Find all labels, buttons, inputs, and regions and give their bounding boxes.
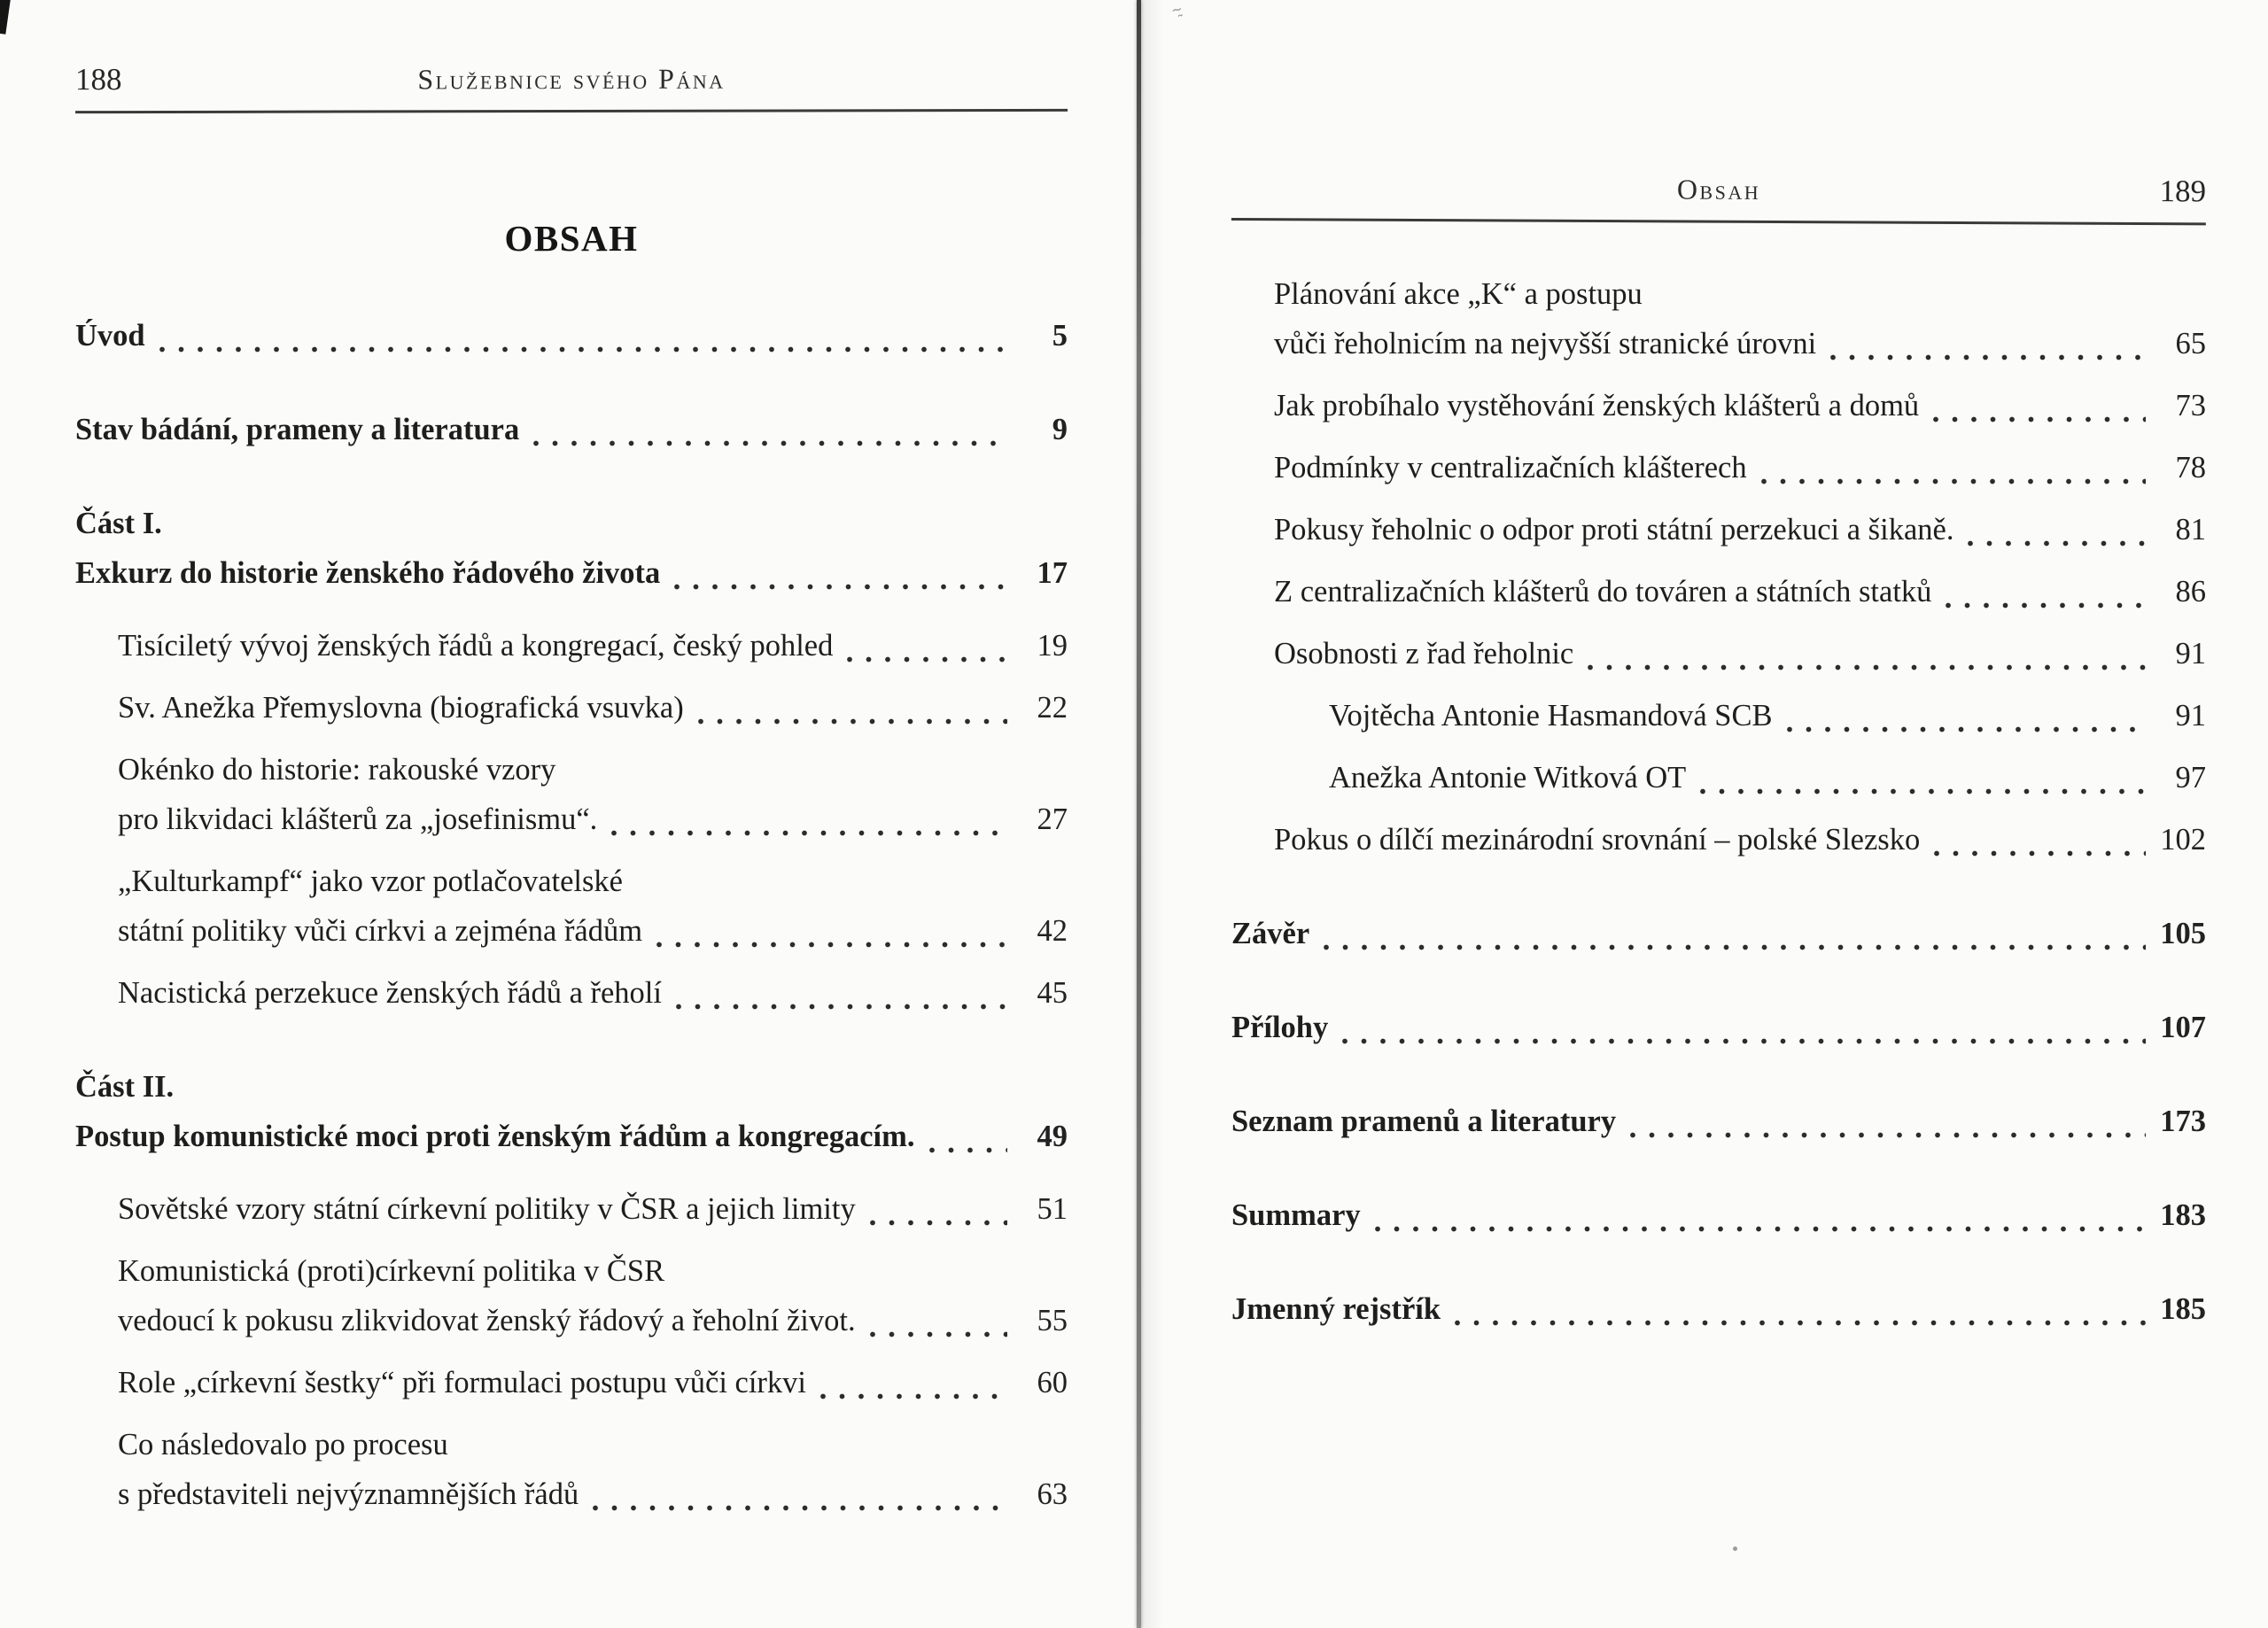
toc-page-number: 97: [2175, 761, 2206, 795]
toc-entry-line: Komunistická (proti)církevní politika v ČSR: [118, 1254, 665, 1288]
dot-leader: [1324, 944, 2146, 950]
toc-entry-rowline: [75, 1112, 1068, 1161]
toc-entry-label: Tisíciletý vývoj ženských řádů a kongregací, český pohled: [118, 629, 834, 663]
toc-entry-label: Podmínky v centralizačních klášterech: [1274, 451, 1747, 485]
toc-entry-rowline: [75, 548, 1068, 598]
toc-entry: [1231, 567, 2206, 616]
toc-entry-label: Seznam pramenů a literatury: [1231, 1105, 1617, 1138]
toc-entry: [75, 311, 1068, 360]
toc-entry-label: Z centralizačních klášterů do továren a státních statků: [1274, 575, 1932, 609]
toc-entry-line: Plánování akce „K“ a postupu: [1274, 277, 1643, 311]
toc-entry-label: Úvod: [75, 319, 145, 353]
toc-entry: [75, 857, 1068, 956]
dot-leader: [593, 1505, 1007, 1511]
toc-entry: [75, 1062, 1068, 1161]
toc-entry-line: Část I.: [75, 507, 162, 540]
toc-page-number: 63: [1037, 1477, 1068, 1511]
toc-entry-rowline: [1274, 443, 2206, 492]
toc-entry-label: Přílohy: [1231, 1011, 1329, 1044]
toc-entry-rowline: [75, 405, 1068, 454]
toc-entry: [1231, 381, 2206, 430]
toc-entry-label: Jak probíhalo vystěhování ženských klášterů a domů: [1274, 389, 1920, 423]
toc-entry-label: státní politiky vůči církvi a zejména řádům: [118, 914, 643, 948]
toc-page-number: 51: [1037, 1192, 1068, 1226]
toc-entry-line: Část II.: [75, 1070, 175, 1104]
toc-page-number: 55: [1037, 1304, 1068, 1337]
toc-page-number: 173: [2160, 1105, 2206, 1138]
toc-entry-label: Postup komunistické moci proti ženským řádům a kongregacím.: [75, 1120, 915, 1153]
toc-entry: [1231, 1190, 2206, 1240]
dot-leader: [533, 440, 1007, 446]
toc-entry-label: vůči řeholnicím na nejvyšší stranické úrovni: [1274, 327, 1817, 360]
toc-entry-line: Okénko do historie: rakouské vzory: [118, 753, 556, 787]
toc-page-number: 19: [1037, 629, 1068, 663]
toc-entry: [75, 1358, 1068, 1407]
toc-page-number: 73: [2175, 389, 2206, 423]
dot-leader: [1787, 726, 2146, 733]
toc-page-number: 78: [2175, 451, 2206, 485]
contents-title: OBSAH: [504, 218, 639, 259]
dot-leader: [1630, 1132, 2146, 1138]
toc-page-number: 65: [2175, 327, 2206, 360]
dot-leader: [1375, 1226, 2146, 1232]
dot-leader: [611, 830, 1007, 836]
toc-entry: [1231, 1003, 2206, 1052]
toc-entry: [75, 968, 1068, 1018]
toc-page-number: 60: [1037, 1366, 1068, 1399]
dot-leader: [656, 942, 1007, 948]
toc-list-right: [1231, 269, 2206, 1334]
toc-entry-rowline: [1329, 691, 2206, 740]
dot-leader: [1455, 1320, 2146, 1326]
toc-page-number: 107: [2160, 1011, 2206, 1044]
toc-entry-rowline: [1274, 319, 2206, 368]
toc-entry: [75, 1184, 1068, 1234]
toc-entry-label: Pokus o dílčí mezinárodní srovnání – polské Slezsko: [1274, 823, 1921, 857]
toc-entry-rowline: [118, 1469, 1068, 1519]
toc-entry-rowline: [118, 1358, 1068, 1407]
toc-entry-rowline: [1231, 1190, 2206, 1240]
toc-entry: [1231, 1097, 2206, 1146]
toc-page-number: 105: [2160, 917, 2206, 950]
toc-entry-rowline: [1274, 815, 2206, 864]
toc-page-number: 9: [1052, 413, 1068, 446]
toc-entry-rowline: [118, 1184, 1068, 1234]
dot-leader: [847, 656, 1007, 663]
right-page-number: 189: [2159, 174, 2207, 209]
toc-entry-rowline: [1231, 1097, 2206, 1146]
page-right: [1138, 0, 2268, 1628]
toc-page-number: 27: [1037, 802, 1068, 836]
dot-leader: [1830, 354, 2146, 360]
toc-entry-label: Osobnosti z řad řeholnic: [1274, 637, 1574, 671]
toc-entry-rowline: [118, 683, 1068, 733]
toc-page-number: 42: [1037, 914, 1068, 948]
toc-entry: [75, 745, 1068, 844]
dot-leader: [676, 1004, 1007, 1010]
toc-entry-line: Co následovalo po procesu: [118, 1428, 448, 1461]
toc-entry-rowline: [1231, 909, 2206, 958]
dot-leader: [698, 718, 1007, 725]
toc-entry: [1231, 269, 2206, 368]
toc-entry: [1231, 505, 2206, 554]
toc-entry: [1231, 1284, 2206, 1334]
dot-leader: [1761, 478, 2146, 485]
toc-entry: [1231, 909, 2206, 958]
toc-page-number: 91: [2175, 637, 2206, 671]
toc-entry-rowline: [75, 311, 1068, 360]
toc-page-number: 185: [2160, 1292, 2206, 1326]
toc-entry-label: Exkurz do historie ženského řádového života: [75, 556, 661, 590]
dot-leader: [870, 1220, 1007, 1226]
toc-entry: [75, 499, 1068, 598]
toc-page-number: 22: [1037, 691, 1068, 725]
toc-entry: [1231, 443, 2206, 492]
dot-leader: [870, 1331, 1007, 1337]
toc-entry-rowline: [118, 621, 1068, 671]
toc-entry-rowline: [1274, 629, 2206, 678]
toc-entry-label: Sv. Anežka Přemyslovna (biografická vsuvka): [118, 691, 684, 725]
toc-entry-label: Stav bádání, prameny a literatura: [75, 413, 520, 446]
toc-entry-rowline: [118, 1296, 1068, 1345]
dot-leader: [1342, 1038, 2146, 1044]
toc-entry-label: Sovětské vzory státní církevní politiky v ČSR a jejich limity: [118, 1192, 856, 1226]
dot-leader: [1946, 602, 2146, 609]
toc-page-number: 86: [2175, 575, 2206, 609]
toc-entry: [1231, 691, 2206, 740]
left-running-title: Služebnice svého Pána: [417, 62, 726, 96]
toc-page-number: 49: [1037, 1120, 1068, 1153]
toc-page-number: 81: [2175, 513, 2206, 547]
dot-leader: [929, 1147, 1007, 1153]
dot-leader: [1933, 416, 2146, 423]
scan-squiggle-artifact: ~̰: [1169, 1, 1183, 19]
toc-entry: [1231, 753, 2206, 802]
toc-page-number: 5: [1052, 319, 1068, 353]
toc-entry-rowline: [1231, 1284, 2206, 1334]
toc-entry: [75, 621, 1068, 671]
toc-entry-rowline: [1274, 505, 2206, 554]
dot-leader: [1700, 788, 2146, 795]
gutter-shadow: [1141, 0, 1164, 1628]
toc-entry: [75, 1246, 1068, 1345]
toc-page-number: 45: [1037, 976, 1068, 1010]
toc-entry-label: Závěr: [1231, 917, 1310, 950]
toc-entry-line: „Kulturkampf“ jako vzor potlačovatelské: [118, 864, 623, 898]
toc-entry-rowline: [1274, 381, 2206, 430]
toc-page-number: 17: [1037, 556, 1068, 590]
toc-entry: [1231, 815, 2206, 864]
left-running-header: [75, 59, 1068, 113]
toc-entry-label: s představiteli nejvýznamnějších řádů: [118, 1477, 579, 1511]
toc-entry-label: Role „církevní šestky“ při formulaci postupu vůči církvi: [118, 1366, 807, 1399]
dot-leader: [674, 584, 1007, 590]
toc-entry-label: Pokusy řeholnic o odpor proti státní perzekuci a šikaně.: [1274, 513, 1954, 547]
toc-entry-label: Summary: [1231, 1198, 1361, 1232]
toc-list-left: [75, 311, 1068, 1519]
toc-entry: [75, 683, 1068, 733]
toc-entry-label: Anežka Antonie Witková OT: [1329, 761, 1687, 795]
toc-entry-rowline: [1274, 567, 2206, 616]
toc-page-number: 91: [2175, 699, 2206, 733]
toc-entry-label: Jmenný rejstřík: [1231, 1292, 1441, 1326]
toc-page-number: 102: [2160, 823, 2206, 857]
dot-leader: [159, 346, 1007, 353]
toc-entry-label: Vojtěcha Antonie Hasmandová SCB: [1329, 699, 1773, 733]
right-running-title: Obsah: [1676, 173, 1761, 205]
toc-entry-label: pro likvidaci klášterů za „josefinismu“.: [118, 802, 598, 836]
right-running-header: [1231, 168, 2206, 225]
left-page-number: 188: [74, 62, 122, 97]
toc-entry-label: vedoucí k pokusu zlikvidovat ženský řádový a řeholní život.: [118, 1304, 856, 1337]
toc-entry: [1231, 629, 2206, 678]
toc-entry-rowline: [118, 968, 1068, 1018]
scan-speck-artifact: [1733, 1547, 1737, 1551]
toc-entry: [75, 405, 1068, 454]
dot-leader: [1968, 540, 2146, 547]
toc-entry-label: Nacistická perzekuce ženských řádů a řeholí: [118, 976, 662, 1010]
toc-entry-rowline: [1231, 1003, 2206, 1052]
toc-entry-rowline: [1329, 753, 2206, 802]
toc-page-number: 183: [2160, 1198, 2206, 1232]
dot-leader: [820, 1393, 1007, 1399]
toc-entry-rowline: [118, 906, 1068, 956]
toc-entry: [75, 1420, 1068, 1519]
toc-entry-rowline: [118, 795, 1068, 844]
dot-leader: [1934, 850, 2146, 857]
dot-leader: [1588, 664, 2146, 671]
